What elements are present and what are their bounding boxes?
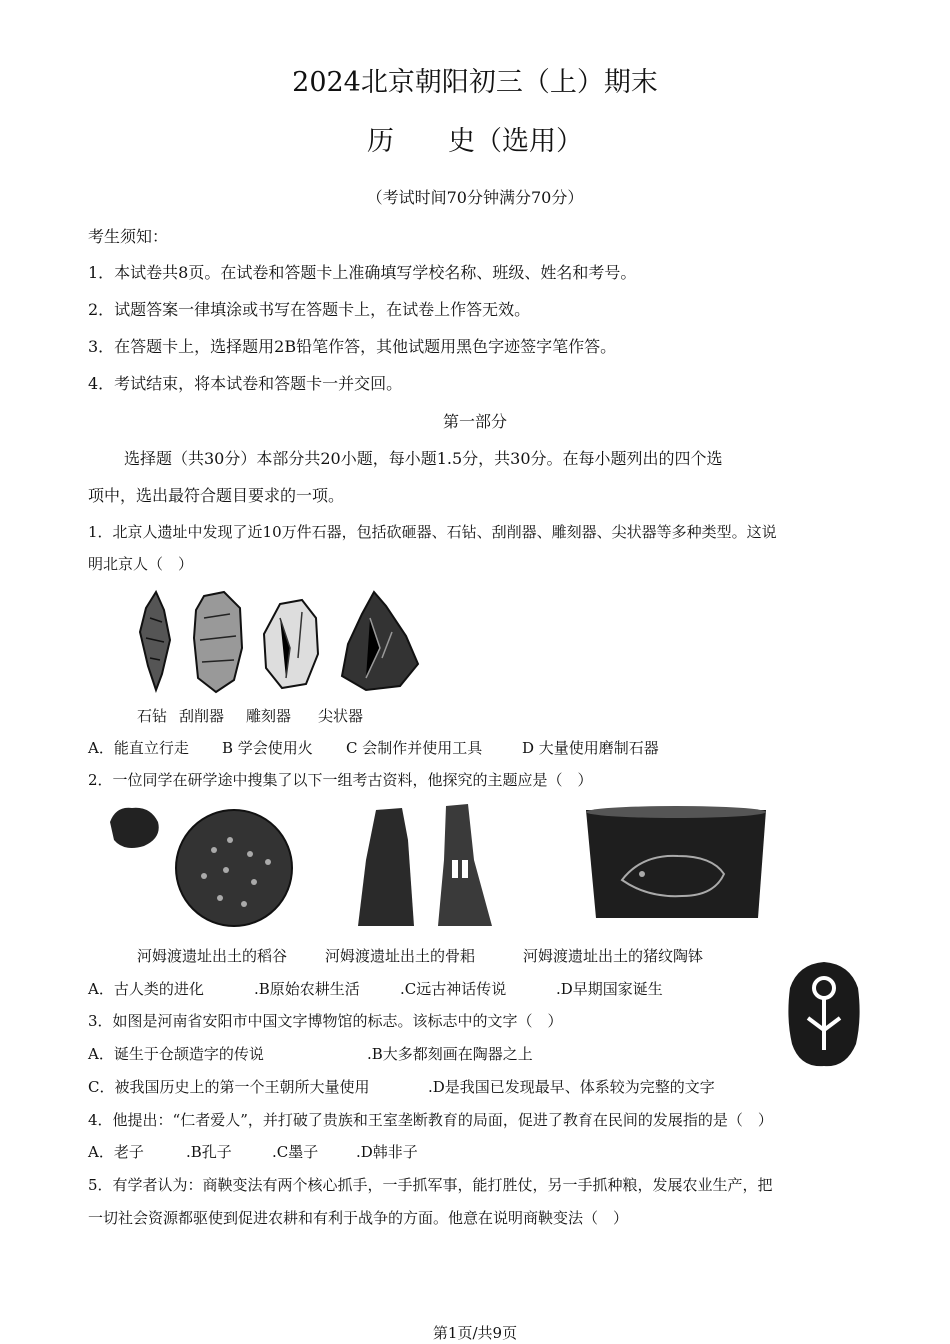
question-4-option-b: .B孔子 — [186, 1143, 232, 1161]
question-1-option-a: A．能直立行走 — [88, 739, 189, 757]
rice-grain-image — [104, 800, 304, 930]
question-3-option-d: .D是我国已发现最早、体系较为完整的文字 — [428, 1078, 715, 1096]
question-3-option-b: .B大多都刻画在陶器之上 — [367, 1045, 533, 1063]
engraver-illustration — [264, 600, 318, 688]
notice-item: 3．在答题卡上，选择题用2B铅笔作答，其他试题用黑色字迹签字笔作答。 — [88, 337, 617, 356]
image-caption: 石钻 — [137, 707, 168, 725]
image-caption: 尖状器 — [318, 707, 364, 725]
question-5-stem: 5．有学者认为：商鞅变法有两个核心抓手，一手抓军事，能打胜仗，另一手抓种粮，发展农业生产，把 — [88, 1176, 773, 1194]
image-caption: 刮削器 — [179, 707, 225, 725]
pig-pottery-bowl-image — [582, 800, 772, 924]
question-4-option-a: A．老子 — [88, 1143, 144, 1161]
question-3-stem: 3．如图是河南省安阳市中国文字博物馆的标志。该标志中的文字（ ） — [88, 1012, 563, 1030]
page-footer: 第1页/共9页 — [432, 1324, 518, 1342]
image-caption: 雕刻器 — [246, 707, 292, 725]
point-tool-illustration — [342, 592, 418, 690]
scraper-illustration — [194, 592, 242, 692]
question-3-option-c: C．被我国历史上的第一个王朝所大量使用 — [88, 1078, 370, 1096]
question-2-option-b: .B原始农耕生活 — [254, 980, 360, 998]
stone-tools-image — [130, 588, 430, 696]
part-intro: 项中，选出最符合题目要求的一项。 — [88, 486, 345, 505]
image-caption: 河姆渡遗址出土的猪纹陶钵 — [523, 947, 704, 965]
image-caption: 河姆渡遗址出土的骨耜 — [325, 947, 476, 965]
notice-item: 4．考试结束，将本试卷和答题卡一并交回。 — [88, 374, 403, 393]
question-1-stem: 明北京人（ ） — [88, 555, 194, 573]
question-1-option-d: D 大量使用磨制石器 — [522, 739, 659, 757]
notice-item: 1．本试卷共8页。在试卷和答题卡上准确填写学校名称、班级、姓名和考号。 — [88, 263, 637, 282]
question-2-option-d: .D早期国家诞生 — [556, 980, 663, 998]
part-intro: 选择题（共30分）本部分共20小题，每小题1.5分，共30分。在每小题列出的四个选 — [124, 449, 723, 468]
page-title: 2024北京朝阳初三（上）期末 — [292, 67, 658, 98]
question-3-option-a: A．诞生于仓颉造字的传说 — [88, 1045, 264, 1063]
exam-info: （考试时间70分钟满分70分） — [366, 188, 584, 207]
part-title: 第一部分 — [442, 412, 507, 431]
question-2-option-a: A．古人类的进化 — [88, 980, 204, 998]
image-caption: 河姆渡遗址出土的稻谷 — [137, 947, 288, 965]
museum-logo-image — [784, 958, 864, 1070]
question-4-stem: 4．他提出：“仁者爱人”，并打破了贵族和王室垄断教育的局面，促进了教育在民间的发展指的是（ ） — [88, 1111, 773, 1129]
question-1-stem: 1．北京人遗址中发现了近10万件石器，包括砍砸器、石钻、刮削器、雕刻器、尖状器等多种类型。这说 — [88, 523, 777, 541]
question-4-option-c: .C墨子 — [272, 1143, 319, 1161]
notice-item: 2．试题答案一律填涂或书写在答题卡上，在试卷上作答无效。 — [88, 300, 531, 319]
bone-plough-image — [352, 800, 512, 930]
notice-heading: 考生须知： — [88, 227, 169, 246]
stone-drill-illustration — [140, 592, 170, 690]
question-4-option-d: .D韩非子 — [356, 1143, 418, 1161]
question-1-option-c: C 会制作并使用工具 — [346, 739, 483, 757]
question-2-option-c: .C远古神话传说 — [400, 980, 507, 998]
question-1-option-b: B 学会使用火 — [222, 739, 313, 757]
subject-title: 历 史（选用） — [367, 126, 583, 157]
question-5-stem: 一切社会资源都驱使到促进农耕和有利于战争的方面。他意在说明商鞅变法（ ） — [88, 1209, 629, 1227]
question-2-stem: 2．一位同学在研学途中搜集了以下一组考古资料，他探究的主题应是（ ） — [88, 771, 593, 789]
